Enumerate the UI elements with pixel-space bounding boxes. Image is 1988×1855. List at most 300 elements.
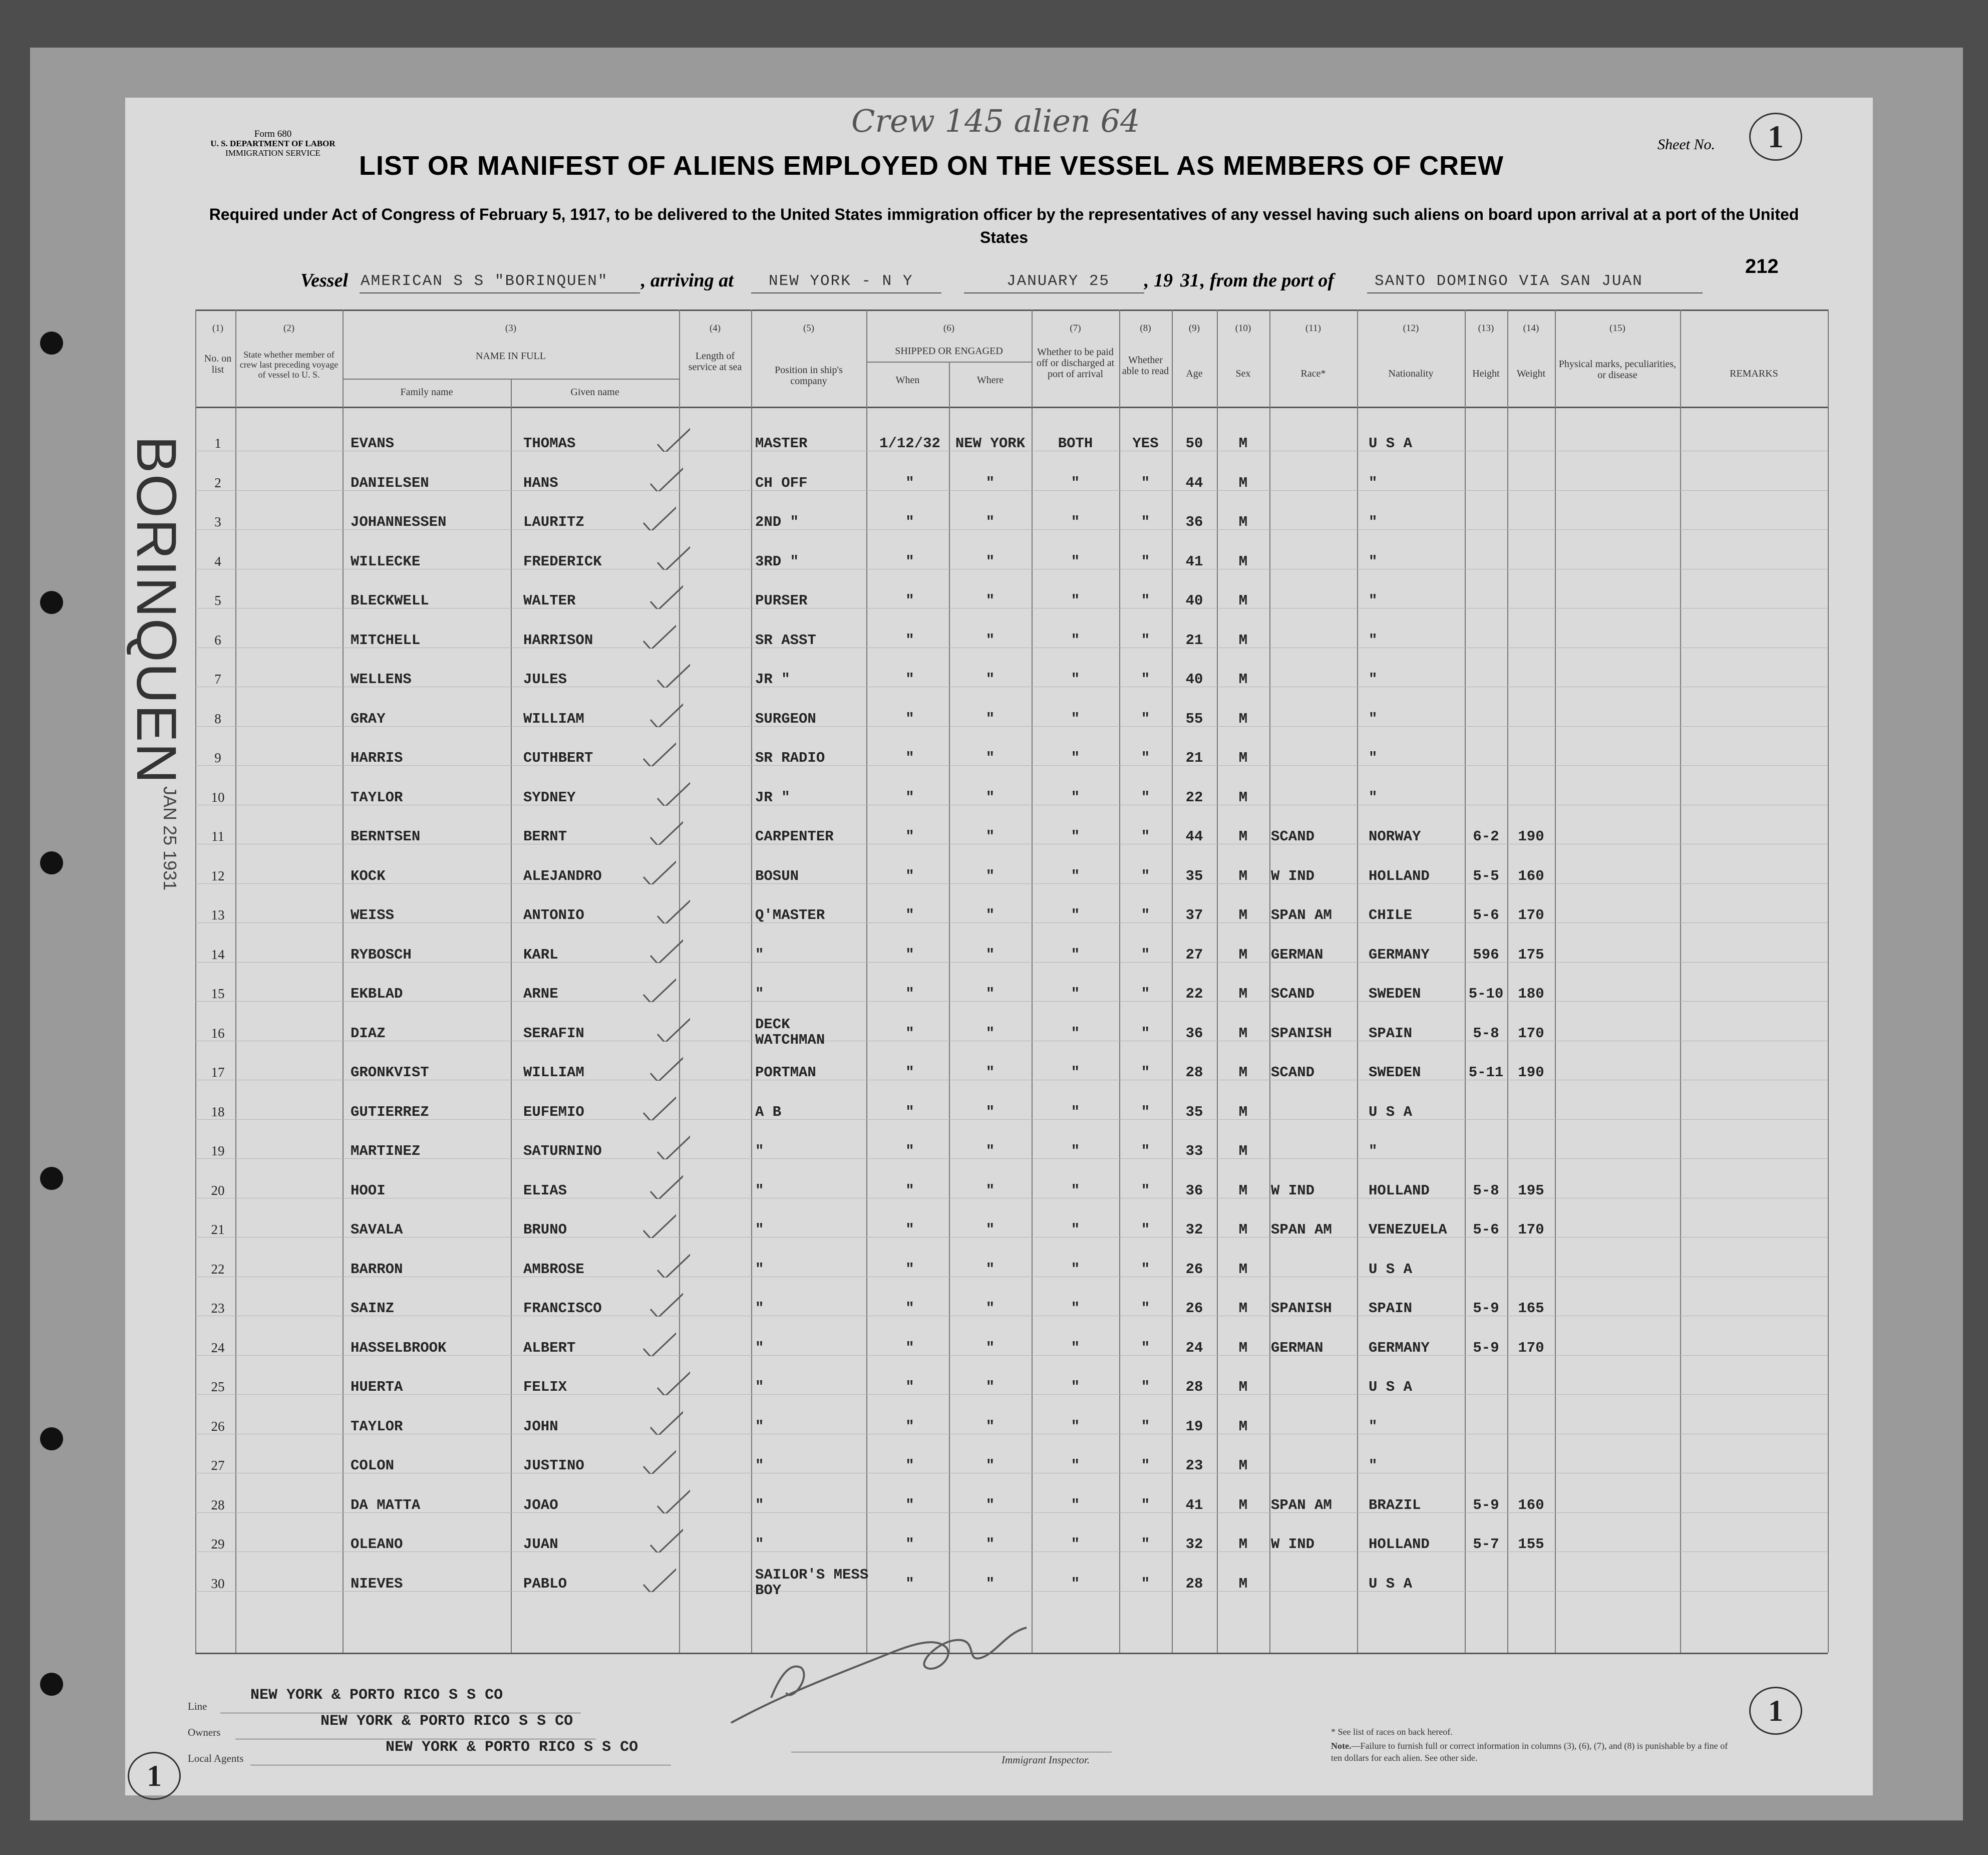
col-num-13: (13)	[1478, 323, 1494, 334]
column-rule	[1217, 310, 1218, 1653]
cell-read: "	[1141, 1379, 1150, 1395]
cell-paid: "	[1071, 1182, 1080, 1199]
cell-age: 44	[1185, 828, 1203, 845]
col-num-3: (3)	[505, 323, 517, 334]
cell-given: WALTER	[523, 592, 576, 609]
cell-sex: M	[1238, 868, 1248, 884]
cell-position: Q'MASTER	[755, 907, 825, 923]
check-mark	[648, 1051, 683, 1081]
cell-age: 41	[1185, 1497, 1203, 1513]
check-mark	[655, 540, 690, 570]
header-no-on-list: No. on list	[204, 353, 232, 375]
cell-age: 36	[1185, 1025, 1203, 1042]
cell-age: 50	[1185, 435, 1203, 452]
cell-family: GUTIERREZ	[351, 1104, 429, 1120]
cell-when: "	[905, 632, 914, 649]
cell-where: "	[985, 1261, 995, 1278]
cell-sex: M	[1238, 1536, 1248, 1553]
cell-given: SERAFIN	[523, 1025, 584, 1042]
col-num-15: (15)	[1609, 323, 1625, 334]
cell-family: TAYLOR	[351, 1418, 403, 1435]
cell-family: EKBLAD	[351, 986, 403, 1002]
vessel-side-stamp: BORINQUEN	[125, 436, 188, 785]
col-num-12: (12)	[1403, 323, 1419, 334]
cell-read: "	[1141, 553, 1150, 570]
cell-where: "	[985, 553, 995, 570]
cell-no: 10	[211, 790, 225, 805]
cell-no: 23	[211, 1301, 225, 1316]
cell-age: 23	[1185, 1457, 1203, 1474]
cell-paid: "	[1071, 514, 1080, 530]
cell-when: "	[905, 671, 914, 688]
cell-read: "	[1141, 514, 1150, 530]
from-label: , from the port of	[1200, 270, 1335, 291]
cell-when: "	[905, 711, 914, 727]
cell-position: DECK WATCHMAN	[755, 1016, 825, 1048]
cell-nationality: VENEZUELA	[1369, 1221, 1447, 1238]
side-date-stamp: JAN 25 1931	[160, 786, 180, 891]
cell-sex: M	[1238, 592, 1248, 609]
cell-when: "	[905, 868, 914, 884]
cell-sex: M	[1238, 1143, 1248, 1159]
cell-nationality: SWEDEN	[1369, 1064, 1421, 1081]
cell-sex: M	[1238, 1457, 1248, 1474]
cell-position: SAILOR'S MESS BOY	[755, 1567, 869, 1599]
cell-no: 19	[211, 1143, 225, 1158]
cell-no: 28	[211, 1497, 225, 1512]
check-mark	[648, 579, 683, 609]
cell-nationality: "	[1369, 671, 1378, 688]
cell-when: "	[905, 828, 914, 845]
cell-race: SPAN AM	[1271, 1221, 1332, 1238]
cell-age: 41	[1185, 553, 1203, 570]
cell-paid: "	[1071, 947, 1080, 963]
cell-family: HASSELBROOK	[351, 1340, 447, 1356]
cell-nationality: "	[1369, 592, 1378, 609]
form-number: Form 680	[254, 129, 292, 139]
header-age: Age	[1186, 368, 1203, 379]
cell-when: "	[905, 947, 914, 963]
cell-height: 5-6	[1473, 1221, 1499, 1238]
cell-age: 32	[1185, 1221, 1203, 1238]
cell-position: SR RADIO	[755, 750, 825, 766]
column-rule	[1269, 310, 1270, 1653]
cell-when: "	[905, 1104, 914, 1120]
note-text: —Failure to furnish full or correct information in columns (3), (6), (7), and (8) is punishable by a fine of ten dollars for each alien. See other side.	[1331, 1741, 1728, 1763]
cell-no: 2	[214, 475, 221, 490]
cell-position: 3RD "	[755, 553, 799, 570]
cell-paid: "	[1071, 711, 1080, 727]
column-rule	[679, 310, 680, 1653]
check-mark	[655, 1365, 690, 1395]
header-state-member: State whether member of crew last preceding voyage of vessel to U. S.	[239, 350, 339, 380]
check-mark	[648, 461, 683, 491]
cell-when: "	[905, 1300, 914, 1317]
arrival-date: JANUARY 25	[1007, 272, 1110, 290]
cell-sex: M	[1238, 1261, 1248, 1278]
cell-given: CUTHBERT	[523, 750, 593, 766]
cell-race: SPANISH	[1271, 1025, 1332, 1042]
cell-paid: "	[1071, 1536, 1080, 1553]
check-mark	[641, 619, 676, 649]
col-num-11: (11)	[1305, 323, 1321, 334]
cell-given: BERNT	[523, 828, 567, 845]
header-position: Position in ship's company	[775, 365, 843, 387]
left-circle-number: 1	[128, 1752, 181, 1800]
check-mark	[655, 1248, 690, 1278]
header-physical: Physical marks, peculiarities, or disease	[1558, 359, 1677, 381]
cell-age: 28	[1185, 1064, 1203, 1081]
inspector-signature	[726, 1618, 1037, 1733]
cell-where: "	[985, 789, 995, 806]
cell-family: BERNTSEN	[351, 828, 421, 845]
cell-age: 35	[1185, 1104, 1203, 1120]
cell-where: "	[985, 1379, 995, 1395]
column-rule	[343, 310, 344, 1653]
cell-where: NEW YORK	[955, 435, 1026, 452]
check-mark	[641, 972, 676, 1002]
cell-where: "	[985, 475, 995, 491]
cell-weight: 170	[1518, 907, 1544, 923]
check-mark	[648, 815, 683, 845]
cell-race: W IND	[1271, 868, 1315, 884]
cell-no: 3	[214, 514, 221, 529]
cell-family: TAYLOR	[351, 789, 403, 806]
cell-position: JR "	[755, 671, 790, 688]
col-num-5: (5)	[803, 323, 815, 334]
cell-position: "	[755, 986, 764, 1002]
vessel-name: AMERICAN S S "BORINQUEN"	[361, 272, 608, 290]
header-length-service: Length of service at sea	[688, 351, 742, 373]
cell-height: 5-8	[1473, 1025, 1499, 1042]
cell-weight: 160	[1518, 1497, 1544, 1513]
cell-family: HOOI	[351, 1182, 386, 1199]
cell-no: 24	[211, 1340, 225, 1355]
cell-family: DIAZ	[351, 1025, 386, 1042]
cell-where: "	[985, 828, 995, 845]
cell-paid: "	[1071, 475, 1080, 491]
cell-where: "	[985, 1143, 995, 1159]
cell-no: 29	[211, 1536, 225, 1552]
cell-read: "	[1141, 1221, 1150, 1238]
cell-weight: 170	[1518, 1340, 1544, 1356]
sheet-label: Sheet No.	[1658, 136, 1715, 153]
line-value: NEW YORK & PORTO RICO S S CO	[250, 1687, 503, 1704]
check-mark	[655, 1012, 690, 1042]
owners-label: Owners	[188, 1726, 221, 1738]
cell-nationality: U S A	[1369, 1379, 1413, 1395]
header-weight: Weight	[1516, 368, 1546, 379]
cell-sex: M	[1238, 711, 1248, 727]
cell-paid: "	[1071, 986, 1080, 1002]
cell-when: "	[905, 1536, 914, 1553]
cell-nationality: HOLLAND	[1369, 868, 1430, 884]
form-department: U. S. DEPARTMENT OF LABOR	[210, 139, 336, 148]
cell-weight: 175	[1518, 947, 1544, 963]
cell-sex: M	[1238, 1497, 1248, 1513]
cell-position: JR "	[755, 789, 790, 806]
cell-no: 8	[214, 711, 221, 726]
cell-family: DANIELSEN	[351, 475, 429, 491]
cell-when: "	[905, 1064, 914, 1081]
column-rule	[1680, 310, 1681, 1653]
cell-sex: M	[1238, 475, 1248, 491]
cell-age: 21	[1185, 750, 1203, 766]
cell-age: 36	[1185, 514, 1203, 530]
cell-age: 26	[1185, 1261, 1203, 1278]
cell-nationality: "	[1369, 1457, 1378, 1474]
cell-height: 596	[1473, 947, 1499, 963]
cell-position: "	[755, 1497, 764, 1513]
cell-sex: M	[1238, 435, 1248, 452]
cell-where: "	[985, 1104, 995, 1120]
cell-age: 19	[1185, 1418, 1203, 1435]
cell-no: 14	[211, 947, 225, 962]
cell-when: "	[905, 592, 914, 609]
cell-position: "	[755, 947, 764, 963]
cell-sex: M	[1238, 514, 1248, 530]
col-num-8: (8)	[1140, 323, 1151, 334]
cell-no: 15	[211, 986, 225, 1001]
cell-read: "	[1141, 1497, 1150, 1513]
cell-position: 2ND "	[755, 514, 799, 530]
cell-given: ALEJANDRO	[523, 868, 602, 884]
cell-given: JOHN	[523, 1418, 558, 1435]
cell-paid: "	[1071, 632, 1080, 649]
cell-family: EVANS	[351, 435, 395, 452]
cell-given: ANTONIO	[523, 907, 584, 923]
cell-when: "	[905, 1221, 914, 1238]
cell-given: PABLO	[523, 1576, 567, 1592]
cell-read: "	[1141, 1104, 1150, 1120]
cell-position: A B	[755, 1104, 782, 1120]
column-rule	[1119, 310, 1120, 1653]
cell-read: "	[1141, 1182, 1150, 1199]
cell-nationality: "	[1369, 553, 1378, 570]
cell-no: 6	[214, 633, 221, 648]
cell-read: "	[1141, 1143, 1150, 1159]
cell-nationality: U S A	[1369, 1261, 1413, 1278]
cell-no: 17	[211, 1065, 225, 1080]
check-mark	[648, 697, 683, 727]
cell-read: "	[1141, 986, 1150, 1002]
header-sex: Sex	[1235, 368, 1251, 379]
check-mark	[641, 1208, 676, 1238]
cell-given: AMBROSE	[523, 1261, 584, 1278]
cell-nationality: HOLLAND	[1369, 1182, 1430, 1199]
check-mark	[641, 736, 676, 766]
cell-no: 18	[211, 1104, 225, 1119]
cell-given: ELIAS	[523, 1182, 567, 1199]
cell-no: 30	[211, 1576, 225, 1591]
cell-position: "	[755, 1300, 764, 1317]
cell-height: 5-11	[1468, 1064, 1504, 1081]
binder-hole	[40, 332, 63, 355]
cell-when: "	[905, 1182, 914, 1199]
cell-sex: M	[1238, 1182, 1248, 1199]
column-rule	[1172, 310, 1173, 1653]
column-rule	[1465, 310, 1466, 1653]
cell-position: "	[755, 1261, 764, 1278]
cell-age: 32	[1185, 1536, 1203, 1553]
cell-paid: "	[1071, 789, 1080, 806]
cell-when: "	[905, 475, 914, 491]
cell-family: MARTINEZ	[351, 1143, 421, 1159]
check-mark	[641, 1562, 676, 1592]
cell-position: "	[755, 1340, 764, 1356]
header-remarks: REMARKS	[1730, 368, 1778, 379]
column-rule	[511, 379, 512, 1653]
cell-position: MASTER	[755, 435, 808, 452]
check-mark	[641, 1444, 676, 1474]
cell-weight: 165	[1518, 1300, 1544, 1317]
cell-paid: "	[1071, 592, 1080, 609]
cell-sex: M	[1238, 1418, 1248, 1435]
binder-hole	[40, 1673, 63, 1696]
cell-age: 33	[1185, 1143, 1203, 1159]
cell-family: COLON	[351, 1457, 395, 1474]
cell-where: "	[985, 1025, 995, 1042]
check-mark	[641, 854, 676, 884]
cell-weight: 160	[1518, 868, 1544, 884]
owners-value: NEW YORK & PORTO RICO S S CO	[320, 1713, 573, 1730]
cell-read: "	[1141, 671, 1150, 688]
cell-paid: BOTH	[1058, 435, 1093, 452]
cell-read: "	[1141, 475, 1150, 491]
cell-sex: M	[1238, 828, 1248, 845]
cell-given: WILLIAM	[523, 1064, 584, 1081]
cell-position: CARPENTER	[755, 828, 834, 845]
cell-paid: "	[1071, 828, 1080, 845]
cell-sex: M	[1238, 1025, 1248, 1042]
cell-nationality: "	[1369, 1143, 1378, 1159]
cell-nationality: GERMANY	[1369, 947, 1430, 963]
binder-hole	[40, 591, 63, 614]
cell-family: SAINZ	[351, 1300, 395, 1317]
cell-read: "	[1141, 1418, 1150, 1435]
cell-where: "	[985, 1418, 995, 1435]
cell-paid: "	[1071, 1418, 1080, 1435]
column-rule	[866, 310, 867, 1653]
check-mark	[655, 776, 690, 806]
check-mark	[655, 1483, 690, 1513]
cell-no: 27	[211, 1458, 225, 1473]
binder-hole	[40, 851, 63, 874]
note-label: Note.	[1331, 1741, 1352, 1751]
cell-read: "	[1141, 1300, 1150, 1317]
cell-nationality: "	[1369, 632, 1378, 649]
cell-when: "	[905, 1025, 914, 1042]
cell-when: "	[905, 1457, 914, 1474]
cell-position: BOSUN	[755, 868, 799, 884]
line-label: Line	[188, 1700, 207, 1712]
cell-when: "	[905, 514, 914, 530]
cell-paid: "	[1071, 750, 1080, 766]
cell-where: "	[985, 907, 995, 923]
arrival-year: 31	[1180, 270, 1199, 291]
cell-where: "	[985, 750, 995, 766]
cell-age: 22	[1185, 789, 1203, 806]
cell-sex: M	[1238, 1221, 1248, 1238]
cell-race: SPAN AM	[1271, 907, 1332, 923]
cell-age: 28	[1185, 1576, 1203, 1592]
cell-age: 35	[1185, 868, 1203, 884]
col-num-4: (4)	[709, 323, 721, 334]
cell-where: "	[985, 1340, 995, 1356]
cell-read: "	[1141, 1576, 1150, 1592]
agents-label: Local Agents	[188, 1752, 244, 1764]
cell-when: "	[905, 907, 914, 923]
cell-race: W IND	[1271, 1536, 1315, 1553]
cell-age: 27	[1185, 947, 1203, 963]
cell-given: BRUNO	[523, 1221, 567, 1238]
check-mark	[655, 422, 690, 452]
cell-no: 16	[211, 1026, 225, 1041]
cell-family: GRAY	[351, 711, 386, 727]
cell-when: "	[905, 1576, 914, 1592]
cell-family: OLEANO	[351, 1536, 403, 1553]
cell-given: LAURITZ	[523, 514, 584, 530]
cell-age: 36	[1185, 1182, 1203, 1199]
header-where: Where	[976, 375, 1004, 386]
cell-given: THOMAS	[523, 435, 576, 452]
cell-given: JUAN	[523, 1536, 558, 1553]
cell-position: "	[755, 1457, 764, 1474]
check-mark	[655, 658, 690, 688]
cell-paid: "	[1071, 1379, 1080, 1395]
cell-weight: 190	[1518, 1064, 1544, 1081]
cell-race: SPAN AM	[1271, 1497, 1332, 1513]
cell-no: 25	[211, 1379, 225, 1394]
cell-family: HARRIS	[351, 750, 403, 766]
cell-race: GERMAN	[1271, 1340, 1323, 1356]
cell-nationality: GERMANY	[1369, 1340, 1430, 1356]
cell-paid: "	[1071, 553, 1080, 570]
cell-height: 5-9	[1473, 1300, 1499, 1317]
cell-age: 26	[1185, 1300, 1203, 1317]
cell-nationality: "	[1369, 475, 1378, 491]
cell-given: EUFEMIO	[523, 1104, 584, 1120]
cell-given: KARL	[523, 947, 558, 963]
cell-read: "	[1141, 947, 1150, 963]
header-race: Race*	[1300, 368, 1326, 379]
cell-race: SCAND	[1271, 986, 1315, 1002]
cell-age: 21	[1185, 632, 1203, 649]
cell-when: "	[905, 750, 914, 766]
cell-family: WELLENS	[351, 671, 412, 688]
cell-nationality: CHILE	[1369, 907, 1413, 923]
header-nationality: Nationality	[1388, 368, 1434, 379]
check-mark	[648, 1169, 683, 1199]
cell-age: 28	[1185, 1379, 1203, 1395]
cell-sex: M	[1238, 907, 1248, 923]
arriving-port: NEW YORK - N Y	[769, 272, 913, 290]
cell-sex: M	[1238, 1300, 1248, 1317]
cell-paid: "	[1071, 1025, 1080, 1042]
cell-read: "	[1141, 592, 1150, 609]
year-prefix: , 19	[1144, 270, 1173, 291]
cell-position: CH OFF	[755, 475, 808, 491]
cell-paid: "	[1071, 1143, 1080, 1159]
cell-race: GERMAN	[1271, 947, 1323, 963]
cell-sex: M	[1238, 986, 1248, 1002]
cell-paid: "	[1071, 1064, 1080, 1081]
cell-read: "	[1141, 632, 1150, 649]
cell-read: "	[1141, 1340, 1150, 1356]
departure-port: SANTO DOMINGO VIA SAN JUAN	[1375, 272, 1643, 290]
cell-position: "	[755, 1143, 764, 1159]
cell-nationality: "	[1369, 1418, 1378, 1435]
